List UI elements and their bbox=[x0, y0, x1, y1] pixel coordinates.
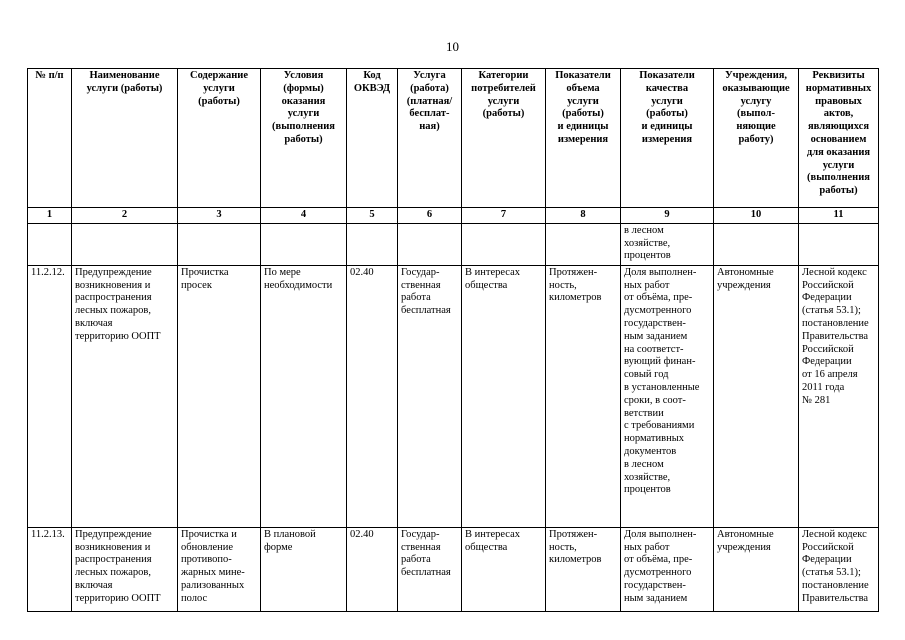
table-cell: В интересах общества bbox=[462, 527, 546, 611]
table-cell: в лесном хозяйстве, процентов bbox=[621, 223, 714, 265]
header-cell: Реквизиты нормативных правовых актов, являющихся основанием для оказания услуги (выполнения работы) bbox=[799, 69, 879, 208]
header-cell: Категории потребителей услуги (работы) bbox=[462, 69, 546, 208]
table-cell bbox=[28, 223, 72, 265]
column-number-cell: 4 bbox=[261, 208, 347, 224]
table-cell: В плановой форме bbox=[261, 527, 347, 611]
services-table bbox=[27, 68, 879, 612]
table-cell bbox=[799, 223, 879, 265]
header-cell: Услуга (работа) (платная/ бесплат- ная) bbox=[398, 69, 462, 208]
header-cell: Показатели качества услуги (работы) и единицы измерения bbox=[621, 69, 714, 208]
header-cell: Условия (формы) оказания услуги (выполнения работы) bbox=[261, 69, 347, 208]
table-cell: Предупреждение возникновения и распространения лесных пожаров, включая территорию ООПТ bbox=[72, 265, 178, 527]
header-cell: Наименование услуги (работы) bbox=[72, 69, 178, 208]
table-cell: 11.2.12. bbox=[28, 265, 72, 527]
table-cell: Автономные учреждения bbox=[714, 527, 799, 611]
table-row bbox=[28, 265, 879, 527]
column-number-cell: 2 bbox=[72, 208, 178, 224]
column-number-cell: 10 bbox=[714, 208, 799, 224]
column-number-row bbox=[28, 208, 879, 224]
table-cell: Автономные учреждения bbox=[714, 265, 799, 527]
table-cell: 11.2.13. bbox=[28, 527, 72, 611]
header-cell: Код ОКВЭД bbox=[347, 69, 398, 208]
table-cell bbox=[462, 223, 546, 265]
table-cell bbox=[261, 223, 347, 265]
table-cell bbox=[178, 223, 261, 265]
table-cell: Протяжен- ность, километров bbox=[546, 265, 621, 527]
header-cell: Содержание услуги (работы) bbox=[178, 69, 261, 208]
table-cell: Прочистка просек bbox=[178, 265, 261, 527]
column-number-cell: 8 bbox=[546, 208, 621, 224]
table-cell: Лесной кодекс Российской Федерации (статья 53.1); постановление Правительства bbox=[799, 527, 879, 611]
table-cell bbox=[546, 223, 621, 265]
table-cell: По мере необходимости bbox=[261, 265, 347, 527]
header-row bbox=[28, 69, 879, 208]
table-cell bbox=[72, 223, 178, 265]
table-cell: 02.40 bbox=[347, 527, 398, 611]
column-number-cell: 7 bbox=[462, 208, 546, 224]
table-cell: 02.40 bbox=[347, 265, 398, 527]
table-cell: Государ- ственная работа бесплатная bbox=[398, 527, 462, 611]
header-cell: Показатели объема услуги (работы) и единицы измерения bbox=[546, 69, 621, 208]
table-row bbox=[28, 527, 879, 611]
table-cell: Доля выполнен- ных работ от объёма, пре- дусмотренного государствен- ным заданием bbox=[621, 527, 714, 611]
table-cell: Лесной кодекс Российской Федерации (статья 53.1); постановление Правительства Российской Федерации от 16 апреля 2011 года № 281 bbox=[799, 265, 879, 527]
column-number-cell: 6 bbox=[398, 208, 462, 224]
table-cell bbox=[398, 223, 462, 265]
column-number-cell: 5 bbox=[347, 208, 398, 224]
table-cell: Государ- ственная работа бесплатная bbox=[398, 265, 462, 527]
column-number-cell: 11 bbox=[799, 208, 879, 224]
table-cell: Протяжен- ность, километров bbox=[546, 527, 621, 611]
page-number: 10 bbox=[446, 39, 459, 54]
column-number-cell: 9 bbox=[621, 208, 714, 224]
table-cell: В интересах общества bbox=[462, 265, 546, 527]
table-cell bbox=[714, 223, 799, 265]
table-cell: Доля выполнен- ных работ от объёма, пре- дусмотренного государствен- ным заданием на соответст- вующий финан- совый год в установленные сроки, в соот- ветствии с требованиями нормативных документов в лесном хозяйстве, процентов bbox=[621, 265, 714, 527]
table-cell: Прочистка и обновление противопо- жарных мине- рализованных полос bbox=[178, 527, 261, 611]
table-row bbox=[28, 223, 879, 265]
header-cell: № п/п bbox=[28, 69, 72, 208]
column-number-cell: 3 bbox=[178, 208, 261, 224]
table-cell: Предупреждение возникновения и распространения лесных пожаров, включая территорию ООПТ bbox=[72, 527, 178, 611]
table-cell bbox=[347, 223, 398, 265]
column-number-cell: 1 bbox=[28, 208, 72, 224]
header-cell: Учреждения, оказывающие услугу (выпол- няющие работу) bbox=[714, 69, 799, 208]
